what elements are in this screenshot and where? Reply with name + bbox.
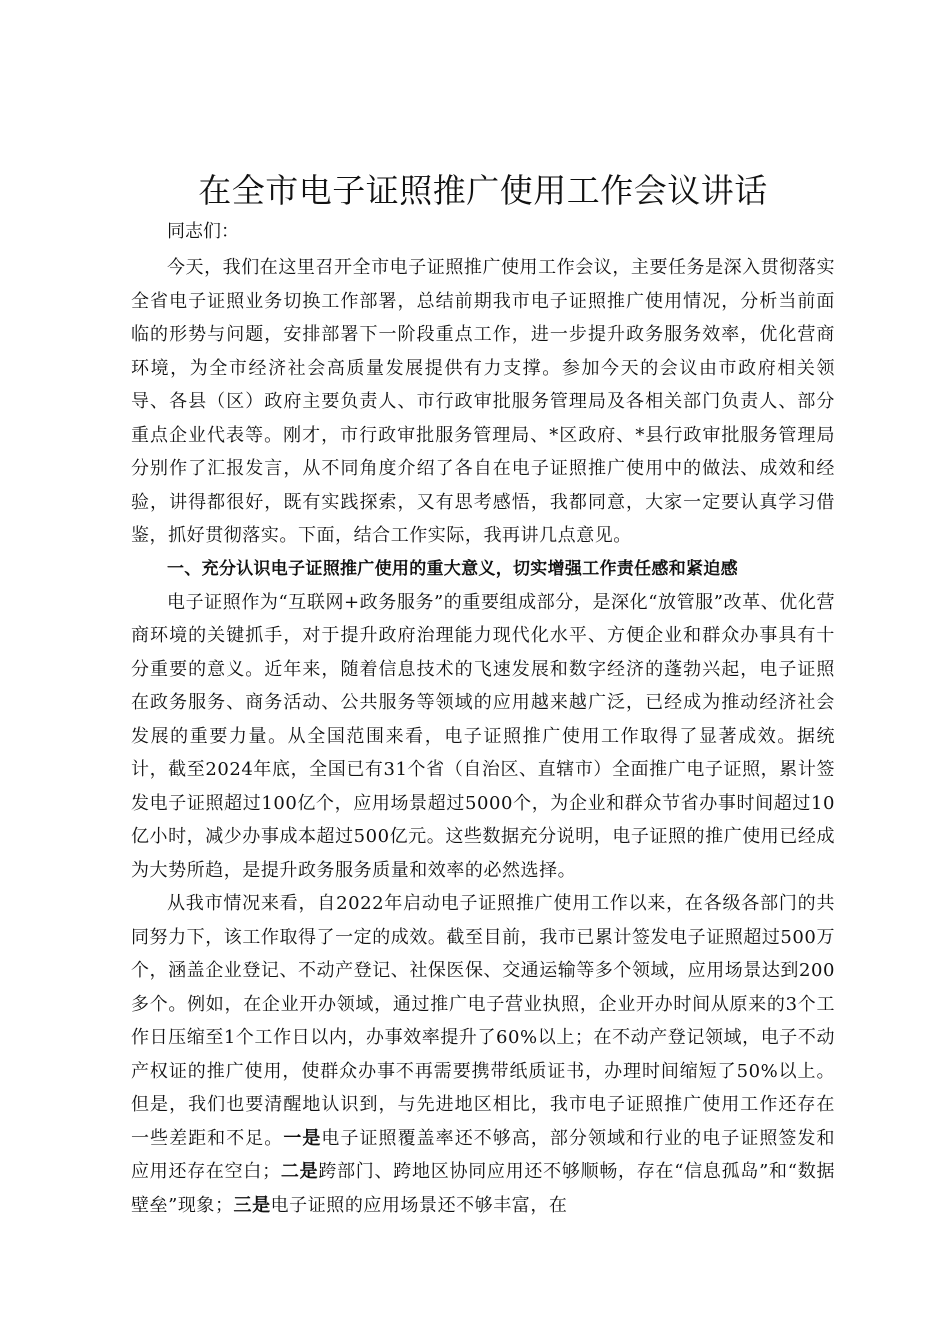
point-3-text: 电子证照的应用场景还不够丰富，在 <box>270 1194 568 1216</box>
point-2-label: 二是 <box>280 1161 319 1182</box>
document-body <box>131 165 835 1222</box>
point-1-label: 一是 <box>283 1127 322 1149</box>
section-1-paragraph-1: 电子证照作为“互联网+政务服务”的重要组成部分，是深化“放管服”改革、优化营商环境的关键抓手，对于提升政府治理能力现代化水平、方便企业和群众办事具有十分重要的意义。近年来，随着信息技术的飞速发展和数字经济的蓬勃兴起，电子证照在政务服务、商务活动、公共服务等领域的应用越来越广泛，已经成为推动经济社会发展的重要力量。从全国范围来看，电子证照推广使用工作取得了显著成效。据统计，截至2024年底，全国已有31个省（自治区、直辖市）全面推广电子证照，累计签发电子证照超过100亿个，应用场景超过5000个，为企业和群众节省办事时间超过10亿小时，减少办事成本超过500亿元。这些数据充分说明，电子证照的推广使用已经成为大势所趋，是提升政务服务质量和效率的必然选择。 <box>131 591 835 881</box>
point-1-text: 电子证照覆盖率还不够高，部分领域和行业的电子证照签发和应用还存在空白； <box>131 1127 835 1182</box>
section-1-heading: 一、充分认识电子证照推广使用的重大意义，切实增强工作责任感和紧迫感 <box>167 558 738 579</box>
point-2-text: 跨部门、跨地区协同应用还不够顺畅，存在“信息孤岛”和“数据壁垒”现象； <box>131 1161 835 1216</box>
section-1-paragraph-2 <box>131 887 835 1222</box>
salutation: 同志们： <box>167 221 239 242</box>
point-3-label: 三是 <box>233 1194 271 1216</box>
document-title: 在全市电子证照推广使用工作会议讲话 <box>198 171 768 210</box>
paragraph-2-body: 从我市情况来看，自2022年启动电子证照推广使用工作以来，在各级各部门的共同努力下，该工作取得了一定的成效。截至目前，我市已累计签发电子证照超过500万个，涵盖企业登记、不动产登记、社保医保、交通运输等多个领域，应用场景达到200多个。例如，在企业开办领域，通过推广电子营业执照，企业开办时间从原来的3个工作日压缩至1个工作日以内，办事效率提升了60%以上；在不动产登记领域，电子不动产权证的推广使用，使群众办事不再需要携带纸质证书，办理时间缩短了50%以上。但是，我们也要清醒地认识到，与先进地区相比，我市电子证照推广使用工作还存在一些差距和不足。 <box>131 893 835 1149</box>
intro-paragraph: 今天，我们在这里召开全市电子证照推广使用工作会议，主要任务是深入贯彻落实全省电子证照业务切换工作部署，总结前期我市电子证照推广使用情况，分析当前面临的形势与问题，安排部署下一阶段重点工作，进一步提升政务服务效率，优化营商环境，为全市经济社会高质量发展提供有力支撑。参加今天的会议由市政府相关领导、各县（区）政府主要负责人、市行政审批服务管理局及各相关部门负责人、部分重点企业代表等。刚才，市行政审批服务管理局、*区政府、*县行政审批服务管理局分别作了汇报发言，从不同角度介绍了各自在电子证照推广使用中的做法、成效和经验，讲得都很好，既有实践探索，又有思考感悟，我都同意，大家一定要认真学习借鉴，抓好贯彻落实。下面，结合工作实际，我再讲几点意见。 <box>131 257 835 546</box>
